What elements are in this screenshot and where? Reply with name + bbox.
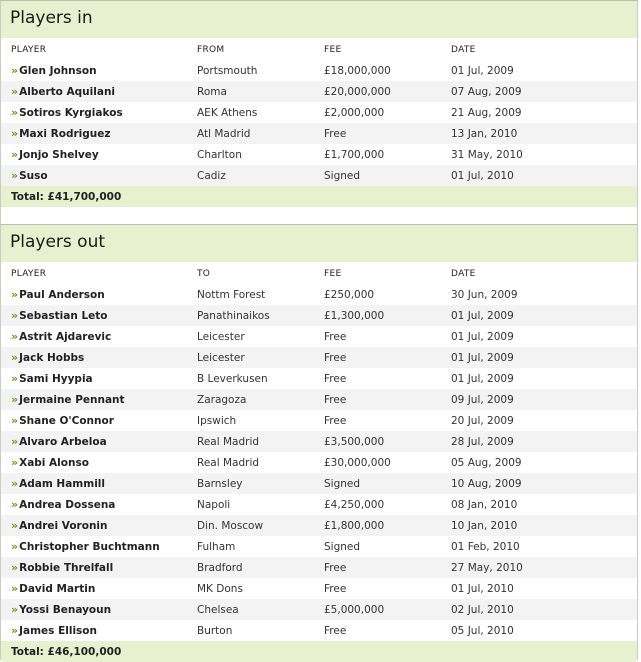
date-cell: 21 Aug, 2009: [451, 106, 522, 119]
fee-cell: £3,500,000: [314, 431, 441, 452]
double-chevron-right-icon: »: [11, 540, 17, 553]
double-chevron-right-icon: »: [11, 582, 17, 595]
fee-cell: Signed: [314, 165, 441, 186]
table-row: [1, 123, 637, 144]
fee-cell: £5,000,000: [314, 599, 441, 620]
players-in-header: [1, 1, 637, 39]
double-chevron-right-icon: »: [11, 127, 17, 140]
fee-cell: Signed: [314, 473, 441, 494]
table-row: [1, 326, 637, 347]
table-row: [1, 284, 637, 305]
date-cell: 01 Jul, 2009: [441, 305, 637, 326]
player-name[interactable]: Shane O'Connor: [19, 415, 114, 427]
table-row: [1, 305, 637, 326]
column-header-player: PLAYER: [1, 263, 187, 284]
club-cell: Napoli: [197, 498, 231, 511]
double-chevron-right-icon: »: [11, 372, 17, 385]
player-cell: [1, 347, 187, 368]
table-row: [1, 368, 637, 389]
players-out-header: [1, 225, 637, 263]
player-name[interactable]: Astrit Ajdarevic: [19, 331, 112, 343]
table-row: [1, 389, 637, 410]
column-header-from: FROM: [187, 39, 314, 60]
fee-cell: £18,000,000: [324, 64, 391, 77]
fee-cell: £250,000: [324, 288, 375, 301]
date-cell: 30 Jun, 2009: [451, 288, 518, 301]
double-chevron-right-icon: »: [11, 624, 17, 637]
player-name[interactable]: Alvaro Arbeloa: [19, 436, 107, 448]
fee-cell: £20,000,000: [314, 81, 441, 102]
double-chevron-right-icon: »: [11, 288, 17, 301]
players-in-rows: [1, 60, 637, 186]
player-name[interactable]: Andrea Dossena: [19, 499, 116, 511]
club-cell: Leicester: [187, 347, 314, 368]
double-chevron-right-icon: »: [11, 435, 17, 448]
date-cell: 27 May, 2010: [441, 557, 637, 578]
fee-cell: Free: [314, 389, 441, 410]
player-cell: [1, 389, 187, 410]
date-cell: 05 Aug, 2009: [451, 456, 522, 469]
player-cell: [1, 620, 187, 641]
column-header-date: DATE: [441, 39, 637, 60]
fee-cell: Signed: [324, 540, 361, 553]
date-cell: 13 Jan, 2010: [441, 123, 637, 144]
player-cell: [1, 452, 187, 473]
player-name[interactable]: Maxi Rodriguez: [19, 128, 111, 140]
double-chevron-right-icon: »: [11, 64, 17, 77]
club-cell: Burton: [197, 624, 233, 637]
player-name[interactable]: David Martin: [19, 583, 96, 595]
double-chevron-right-icon: »: [11, 477, 17, 490]
player-cell: [1, 123, 187, 144]
club-cell: Real Madrid: [197, 456, 260, 469]
fee-cell: Free: [324, 330, 347, 343]
date-cell: 09 Jul, 2009: [441, 389, 637, 410]
players-out-total: Total: £46,100,000: [1, 641, 637, 662]
table-row: [1, 494, 637, 515]
player-cell: [1, 102, 187, 123]
club-cell: Nottm Forest: [197, 288, 266, 301]
date-cell: 01 Jul, 2010: [451, 582, 514, 595]
table-header-row: [1, 263, 637, 284]
fee-cell: £4,250,000: [324, 498, 385, 511]
date-cell: 01 Jul, 2009: [451, 372, 514, 385]
club-cell: Ipswich: [197, 414, 237, 427]
player-name[interactable]: James Ellison: [19, 625, 97, 637]
club-cell: Real Madrid: [187, 431, 314, 452]
player-cell: [1, 599, 187, 620]
fee-cell: Free: [324, 372, 347, 385]
table-row: [1, 452, 637, 473]
club-cell: Roma: [187, 81, 314, 102]
fee-cell: Free: [324, 582, 347, 595]
double-chevron-right-icon: »: [11, 561, 17, 574]
double-chevron-right-icon: »: [11, 414, 17, 427]
player-name[interactable]: Suso: [19, 170, 48, 182]
player-cell: [1, 144, 187, 165]
date-cell: 31 May, 2010: [451, 148, 523, 161]
double-chevron-right-icon: »: [11, 519, 17, 532]
club-cell: Din. Moscow: [187, 515, 314, 536]
player-name[interactable]: Yossi Benayoun: [19, 604, 112, 616]
club-cell: MK Dons: [197, 582, 243, 595]
spacer: [1, 207, 637, 224]
player-cell: [1, 557, 187, 578]
club-cell: Leicester: [197, 330, 245, 343]
club-cell: Fulham: [197, 540, 236, 553]
players-out-section: [0, 224, 638, 660]
fee-cell: Free: [314, 123, 441, 144]
player-name[interactable]: Glen Johnson: [19, 65, 97, 77]
double-chevron-right-icon: »: [11, 603, 17, 616]
player-cell: [1, 368, 187, 389]
player-cell: [1, 494, 187, 515]
player-cell: [1, 305, 187, 326]
table-row: [1, 81, 637, 102]
player-cell: [1, 431, 187, 452]
date-cell: 02 Jul, 2010: [441, 599, 637, 620]
player-cell: [1, 515, 187, 536]
club-cell: Cadiz: [187, 165, 314, 186]
player-name[interactable]: Robbie Threlfall: [19, 562, 114, 574]
players-in-section: [0, 0, 638, 226]
club-cell: Barnsley: [187, 473, 314, 494]
player-name[interactable]: Jermaine Pennant: [19, 394, 125, 406]
player-cell: [1, 410, 187, 431]
table-row: [1, 60, 637, 81]
player-name[interactable]: Adam Hammill: [19, 478, 105, 490]
table-row: [1, 599, 637, 620]
player-name[interactable]: Sebastian Leto: [19, 310, 108, 322]
club-cell: Portsmouth: [197, 64, 258, 77]
table-header-row: [1, 39, 637, 60]
player-cell: [1, 473, 187, 494]
double-chevron-right-icon: »: [11, 85, 17, 98]
fee-cell: £1,700,000: [324, 148, 385, 161]
club-cell: Charlton: [197, 148, 242, 161]
player-cell: [1, 578, 187, 599]
fee-cell: £30,000,000: [324, 456, 391, 469]
club-cell: AEK Athens: [197, 106, 258, 119]
club-cell: Zaragoza: [187, 389, 314, 410]
player-name[interactable]: Jack Hobbs: [19, 352, 85, 364]
date-cell: 01 Feb, 2010: [451, 540, 520, 553]
date-cell: 01 Jul, 2009: [451, 330, 514, 343]
table-row: [1, 144, 637, 165]
table-row: [1, 473, 637, 494]
double-chevron-right-icon: »: [11, 169, 17, 182]
table-row: [1, 578, 637, 599]
player-name[interactable]: Paul Anderson: [19, 289, 105, 301]
double-chevron-right-icon: »: [11, 309, 17, 322]
table-row: [1, 102, 637, 123]
double-chevron-right-icon: »: [11, 456, 17, 469]
double-chevron-right-icon: »: [11, 351, 17, 364]
fee-cell: £1,300,000: [314, 305, 441, 326]
player-name[interactable]: Andrei Voronin: [19, 520, 108, 532]
table-row: [1, 165, 637, 186]
date-cell: 01 Jul, 2010: [441, 165, 637, 186]
club-cell: Atl Madrid: [187, 123, 314, 144]
players-out-rows: [1, 284, 637, 641]
players-in-title: Players in: [10, 8, 93, 28]
player-cell: [1, 284, 187, 305]
table-row: [1, 347, 637, 368]
double-chevron-right-icon: »: [11, 498, 17, 511]
double-chevron-right-icon: »: [11, 330, 17, 343]
date-cell: 10 Jan, 2010: [441, 515, 637, 536]
player-name[interactable]: Sami Hyypia: [19, 373, 93, 385]
column-header-player: PLAYER: [1, 39, 187, 60]
date-cell: 07 Aug, 2009: [441, 81, 637, 102]
players-out-title: Players out: [10, 232, 106, 252]
players-out-table: [1, 263, 637, 662]
player-name[interactable]: Sotiros Kyrgiakos: [19, 107, 123, 119]
table-row: [1, 515, 637, 536]
player-cell: [1, 81, 187, 102]
double-chevron-right-icon: »: [11, 148, 17, 161]
players-out-total-row: [1, 641, 637, 662]
fee-cell: Free: [314, 347, 441, 368]
player-name[interactable]: Jonjo Shelvey: [19, 149, 99, 161]
column-header-fee: FEE: [314, 39, 441, 60]
player-name[interactable]: Christopher Buchtmann: [19, 541, 160, 553]
player-cell: [1, 60, 187, 81]
fee-cell: £1,800,000: [314, 515, 441, 536]
players-in-total-row: [1, 186, 637, 207]
table-row: [1, 620, 637, 641]
table-row: [1, 557, 637, 578]
date-cell: 01 Jul, 2009: [451, 64, 514, 77]
player-cell: [1, 165, 187, 186]
fee-cell: Free: [314, 557, 441, 578]
club-cell: Bradford: [187, 557, 314, 578]
date-cell: 01 Jul, 2009: [441, 347, 637, 368]
table-row: [1, 410, 637, 431]
player-cell: [1, 536, 187, 557]
date-cell: 28 Jul, 2009: [441, 431, 637, 452]
column-header-to: TO: [187, 263, 314, 284]
players-in-table: [1, 39, 637, 224]
player-name[interactable]: Alberto Aquilani: [19, 86, 116, 98]
fee-cell: Free: [324, 414, 347, 427]
table-row: [1, 431, 637, 452]
date-cell: 08 Jan, 2010: [451, 498, 518, 511]
club-cell: B Leverkusen: [197, 372, 268, 385]
date-cell: 20 Jul, 2009: [451, 414, 514, 427]
date-cell: 10 Aug, 2009: [441, 473, 637, 494]
table-row: [1, 536, 637, 557]
double-chevron-right-icon: »: [11, 393, 17, 406]
fee-cell: £2,000,000: [324, 106, 385, 119]
player-name[interactable]: Xabi Alonso: [19, 457, 89, 469]
column-header-date: DATE: [441, 263, 637, 284]
date-cell: 05 Jul, 2010: [451, 624, 514, 637]
club-cell: Chelsea: [187, 599, 314, 620]
double-chevron-right-icon: »: [11, 106, 17, 119]
column-header-fee: FEE: [314, 263, 441, 284]
player-cell: [1, 326, 187, 347]
club-cell: Panathinaikos: [187, 305, 314, 326]
fee-cell: Free: [324, 624, 347, 637]
players-in-total: Total: £41,700,000: [1, 186, 637, 207]
